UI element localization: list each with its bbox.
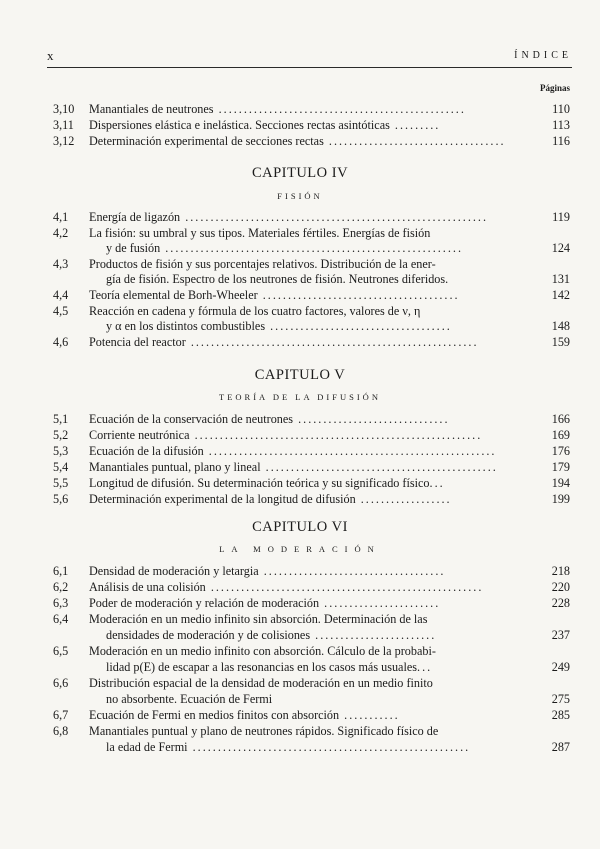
entry-number: 5,3 xyxy=(53,444,69,458)
entry-number: 3,10 xyxy=(53,102,75,116)
entry-title: Distribución espacial de la densidad de moderación en un medio finito xyxy=(89,676,433,690)
entry-title-continuation: y de fusión ........................................................... xyxy=(106,241,463,255)
entry-title-continuation: no absorbente. Ecuación de Fermi xyxy=(106,692,273,706)
chapter-subtitle: FISIÓN xyxy=(277,191,323,201)
entry-title: Manantiales puntual, plano y lineal .............................................. xyxy=(89,460,498,474)
entry-page: 176 xyxy=(551,444,570,458)
entry-title: Ecuación de la conservación de neutrones .............................. xyxy=(89,412,450,426)
entry-number: 6,6 xyxy=(53,676,69,690)
entry-page: 113 xyxy=(552,118,570,132)
entry-page: 287 xyxy=(551,740,570,754)
entry-page: 199 xyxy=(551,492,570,506)
entry-title: Poder de moderación y relación de moderación ....................... xyxy=(89,596,441,610)
entry-number: 6,2 xyxy=(53,580,69,594)
entry-page: 166 xyxy=(551,412,570,426)
entry-number: 5,4 xyxy=(53,460,69,474)
entry-page: 116 xyxy=(552,134,570,148)
entry-title: Potencia del reactor ......................................................... xyxy=(89,335,479,349)
entry-number: 6,4 xyxy=(53,612,69,626)
page-header xyxy=(47,48,572,64)
entry-title: Productos de fisión y sus porcentajes relativos. Distribución de la ener- xyxy=(89,257,436,271)
entry-title-continuation: y α en los distintos combustibles .................................... xyxy=(106,319,452,333)
entry-title: Análisis de una colisión ...................................................... xyxy=(89,580,484,594)
entry-title: Corriente neutrónica ......................................................... xyxy=(89,428,483,442)
entry-title: Teoría elemental de Borh-Wheeler ....................................... xyxy=(89,288,460,302)
entry-page: 119 xyxy=(552,210,570,224)
page-label: x xyxy=(47,48,55,63)
entry-page: 194 xyxy=(551,476,570,490)
entry-title: Densidad de moderación y letargia .................................... xyxy=(89,564,446,578)
entry-number: 5,6 xyxy=(53,492,69,506)
entry-title: Longitud de difusión. Su determinación teórica y su significado físico... xyxy=(89,476,445,490)
entry-title: Determinación experimental de la longitud de difusión .................. xyxy=(89,492,452,506)
entry-title: Energía de ligazón ............................................................ xyxy=(89,210,489,224)
entry-number: 6,8 xyxy=(53,724,69,738)
entry-number: 5,1 xyxy=(53,412,69,426)
entry-page: 220 xyxy=(551,580,570,594)
entry-page: 148 xyxy=(551,319,570,333)
entry-number: 4,6 xyxy=(53,335,69,349)
entry-number: 6,5 xyxy=(53,644,69,658)
chapter-subtitle: LA MODERACIÓN xyxy=(219,544,381,554)
paginas-label: Páginas xyxy=(539,83,570,93)
entry-title-continuation: gía de fisión. Espectro de los neutrones de fisión. Neutrones diferidos. xyxy=(106,272,449,286)
entry-title: Moderación en un medio infinito con absorción. Cálculo de la probabi- xyxy=(89,644,436,658)
entry-page: 169 xyxy=(551,428,570,442)
entry-number: 6,1 xyxy=(53,564,69,578)
entry-title-continuation: la edad de Fermi ....................................................... xyxy=(106,740,471,754)
entry-title: Determinación experimental de secciones rectas ................................... xyxy=(89,134,506,148)
entry-title: La fisión: su umbral y sus tipos. Materiales fértiles. Energías de fisión xyxy=(89,226,431,240)
entry-title: Ecuación de Fermi en medios finitos con absorción ........... xyxy=(89,708,400,722)
entry-number: 4,5 xyxy=(53,304,69,318)
entry-page: 218 xyxy=(551,564,570,578)
chapter-subtitle: TEORÍA DE LA DIFUSIÓN xyxy=(219,392,381,402)
entry-page: 285 xyxy=(551,708,570,722)
entry-number: 4,1 xyxy=(53,210,69,224)
entry-title: Reacción en cadena y fórmula de los cuatro factores, valores de ν, η xyxy=(89,304,421,318)
entry-number: 5,2 xyxy=(53,428,69,442)
entry-number: 4,2 xyxy=(53,226,69,240)
entry-page: 179 xyxy=(551,460,570,474)
entry-title: Manantiales puntual y plano de neutrones rápidos. Significado físico de xyxy=(89,724,439,738)
entry-number: 4,3 xyxy=(53,257,69,271)
entry-page: 124 xyxy=(551,241,570,255)
entry-number: 3,11 xyxy=(53,118,74,132)
entry-page: 249 xyxy=(551,660,570,674)
entry-number: 3,12 xyxy=(53,134,75,148)
entry-page: 142 xyxy=(551,288,570,302)
section-title: ÍNDICE xyxy=(514,50,572,61)
entry-title: Moderación en un medio infinito sin absorción. Determinación de las xyxy=(89,612,428,626)
chapter-heading: CAPITULO IV xyxy=(251,165,349,181)
chapter-heading: CAPITULO V xyxy=(254,367,346,383)
entry-title: Dispersiones elástica e inelástica. Secciones rectas asintóticas ......... xyxy=(89,118,441,132)
entry-page: 237 xyxy=(551,628,570,642)
entry-page: 275 xyxy=(551,692,570,706)
entry-number: 5,5 xyxy=(53,476,69,490)
entry-number: 6,3 xyxy=(53,596,69,610)
entry-title: Ecuación de la difusión ......................................................... xyxy=(89,444,497,458)
entry-title-continuation: lidad p(E) de escapar a las resonancias en los casos más usuales... xyxy=(106,660,433,674)
entry-page: 110 xyxy=(552,102,570,116)
entry-number: 4,4 xyxy=(53,288,69,302)
entry-page: 159 xyxy=(551,335,570,349)
entry-title: Manantiales de neutrones ................................................. xyxy=(89,102,466,116)
chapter-heading: CAPITULO VI xyxy=(252,519,348,535)
header-rule xyxy=(47,67,572,68)
entry-number: 6,7 xyxy=(53,708,69,722)
entry-page: 228 xyxy=(551,596,570,610)
entry-title-continuation: densidades de moderación y de colisiones ........................ xyxy=(106,628,437,642)
entry-page: 131 xyxy=(551,272,570,286)
